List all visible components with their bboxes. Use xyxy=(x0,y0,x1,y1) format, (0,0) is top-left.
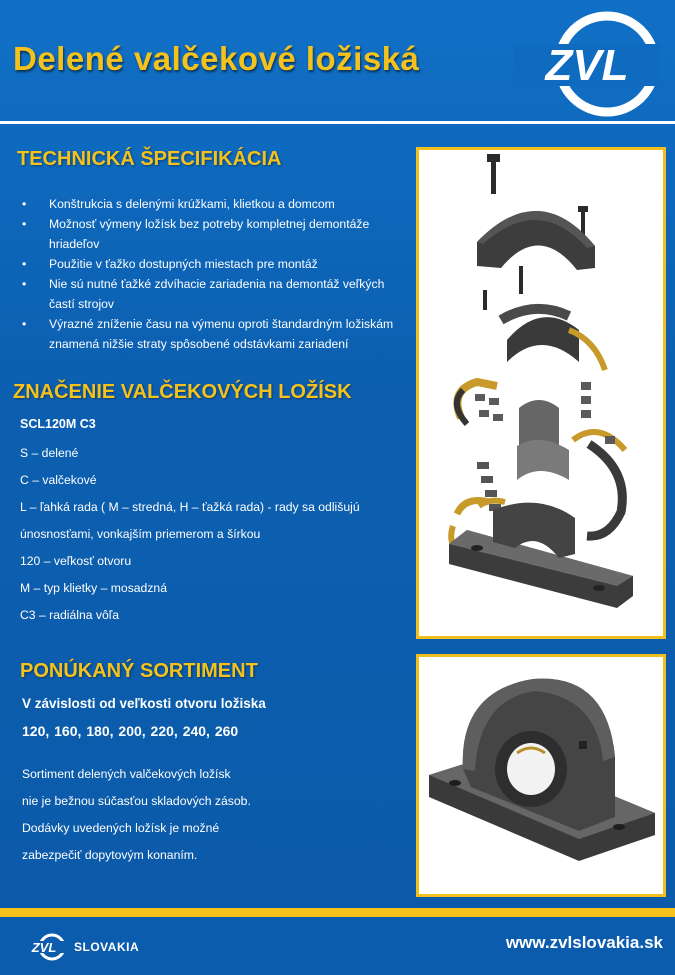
assembled-bearing-drawing xyxy=(419,657,663,894)
marking-row: C3 – radiálna vôľa xyxy=(20,608,120,622)
sortiment-sizes: 120, 160, 180, 200, 220, 240, 260 xyxy=(22,723,239,739)
exploded-bearing-drawing xyxy=(419,150,663,636)
marking-row: S – delené xyxy=(20,446,79,460)
marking-row: 120 – veľkosť otvoru xyxy=(20,554,132,568)
footer-brand: SLOVAKIA xyxy=(74,940,140,954)
footer-stripe xyxy=(0,908,675,917)
assembled-bearing-image xyxy=(416,654,666,897)
marking-heading: ZNAČENIE VALČEKOVÝCH LOŽÍSK xyxy=(13,381,352,403)
zvl-logo-text: ZVL xyxy=(545,41,629,90)
sortiment-text: zabezpečiť dopytovým konaním. xyxy=(22,848,198,862)
page-title: Delené valčekové ložiská xyxy=(13,40,420,77)
spec-item: • Konštrukcia s delenými krúžkami, klietkou a domcom xyxy=(20,194,395,214)
footer-url[interactable]: www.zvlslovakia.sk xyxy=(505,933,663,952)
spec-item: • Použitie v ťažko dostupných miestach pre montáž xyxy=(20,254,395,274)
sortiment-text: Sortiment delených valčekových ložísk xyxy=(22,767,231,781)
spec-item: • Možnosť výmeny ložísk bez potreby kompletnej demontáže hriadeľov xyxy=(20,214,395,254)
marking-row: C – valčekové xyxy=(20,473,97,487)
footer-logo-text: ZVL xyxy=(31,940,57,955)
marking-row: L – ľahká rada ( M – stredná, H – ťažká rada) - rady sa odlišujú xyxy=(20,500,360,514)
spec-heading: TECHNICKÁ ŠPECIFIKÁCIA xyxy=(17,148,282,170)
exploded-bearing-image xyxy=(416,147,666,639)
footer-zvl-logo xyxy=(18,932,70,962)
marking-row: M – typ klietky – mosadzná xyxy=(20,581,167,595)
sortiment-subheading: V závislosti od veľkosti otvoru ložiska xyxy=(22,696,266,711)
sortiment-text: Dodávky uvedených ložísk je možné xyxy=(22,821,220,835)
spec-item: • Nie sú nutné ťažké zdvíhacie zariadenia na demontáž veľkých častí strojov xyxy=(20,274,395,314)
sortiment-heading: PONÚKANÝ SORTIMENT xyxy=(20,660,258,682)
zvl-logo xyxy=(512,8,662,120)
spec-item: • Výrazné zníženie času na výmenu oproti štandardným ložiskám znamená nižšie straty spôsobené odstávkami zariadení xyxy=(20,314,395,354)
marking-row: únosnosťami, vonkajším priemerom a šírkou xyxy=(20,527,261,541)
header-divider xyxy=(0,121,675,124)
sortiment-text: nie je bežnou súčasťou skladových zásob. xyxy=(22,794,251,808)
spec-list xyxy=(20,194,395,354)
marking-code: SCL120M C3 xyxy=(20,417,96,431)
